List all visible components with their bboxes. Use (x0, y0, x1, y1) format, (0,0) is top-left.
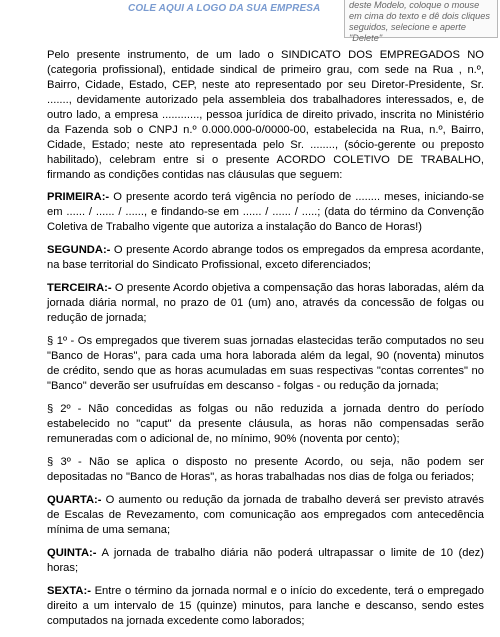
clause-label: SEGUNDA:- (47, 244, 111, 256)
paragraph-1: § 1º - Os empregados que tiverem suas jornadas elastecidas terão computados no seu "Banco de Horas", para cada uma hora laborada além da legal, 90 (noventa) minutos de crédito, sendo que as horas acumuladas em suas respectivas "contas correntes" no "Banco" deverão ser usufruídas em descanso - folgas - ou redução da jornada; (47, 335, 484, 392)
paragraph-2: § 2º - Não concedidas as folgas ou não reduzida a jornada dentro do período estabelecido no "caput" da presente cláusula, as horas não compensadas serão remuneradas com o adicional de, no mínimo, 90% (noventa por cento); (47, 403, 484, 445)
intro-paragraph: Pelo presente instrumento, de um lado o SINDICATO DOS EMPREGADOS NO (categoria profissional), entidade sindical de primeiro grau, com sede na Rua , n.º, Bairro, Cidade, Estado, CEP, neste ato representado por seu Diretor-Presidente, Sr. ......., devidamente autorizado pela assembleia dos trabalhadores interessados, e, de outro lado, a empresa ............, pessoa jurídica de direito privado, inscrita no Ministério da Fazenda sob o CNPJ n.º 0.000.000-0/0000-00, estabelecida na Rua, n.º, Bairro, Cidade, Estado; neste ato representada pelo Sr. ........, (sócio-gerente ou preposto habilitado), celebram entre si o presente ACORDO COLETIVO DE TRABALHO, firmando as condições contidas nas cláusulas que seguem: (47, 49, 484, 181)
clause-text: O presente Acordo abrange todos os empregados da empresa acordante, na base territorial do Sindicato Profissional, exceto diferenciados; (47, 244, 484, 271)
clause-text: O presente acordo terá vigência no período de ........ meses, iniciando-se em ...... / ...... / ......, e findando-se em ...... / ...... / .....; (data do término da Convenção Coletiva de Trabalho vigente que autoriza a instalação do Banco de Horas!) (47, 191, 484, 233)
clause-segunda (47, 243, 484, 273)
clause-text: Entre o término da jornada normal e o início do excedente, terá o empregado direito a um intervalo de 15 (quinze) minutos, para lanche e descanso, sendo estes computados na jornada excedente como laborados; (47, 585, 484, 627)
logo-placeholder: COLE AQUI A LOGO DA SUA EMPRESA (128, 3, 321, 14)
clause-label: QUINTA:- (47, 547, 97, 559)
clause-quarta (47, 493, 484, 538)
clause-quinta (47, 546, 484, 576)
clause-label: PRIMEIRA:- (47, 191, 110, 203)
clause-terceira (47, 281, 484, 326)
clause-primeira (47, 190, 484, 235)
clause-text: O aumento ou redução da jornada de trabalho deverá ser previsto através de Escalas de Revezamento, com comunicação aos empregados com antecedência mínima de uma semana; (47, 494, 484, 536)
instruction-hint-box: deste Modelo, coloque o mouse em cima do texto e dê dois cliques seguidos, selecione e aperte "Delete" (344, 0, 498, 38)
clause-text: O presente Acordo objetiva a compensação das horas laboradas, além da jornada diária normal, no prazo de 01 (um) ano, através da concessão de folgas ou redução de jornada; (47, 282, 484, 324)
clause-label: TERCEIRA:- (47, 282, 112, 294)
agreement-document (47, 48, 484, 637)
clause-label: SEXTA:- (47, 585, 91, 597)
clause-text: A jornada de trabalho diária não poderá ultrapassar o limite de 10 (dez) horas; (47, 547, 484, 574)
clause-label: QUARTA:- (47, 494, 102, 506)
paragraph-3: § 3º - Não se aplica o disposto no presente Acordo, ou seja, não podem ser depositadas no "Banco de Horas", as horas trabalhadas nos dias de folga ou feriados; (47, 456, 484, 483)
clause-sexta (47, 584, 484, 629)
